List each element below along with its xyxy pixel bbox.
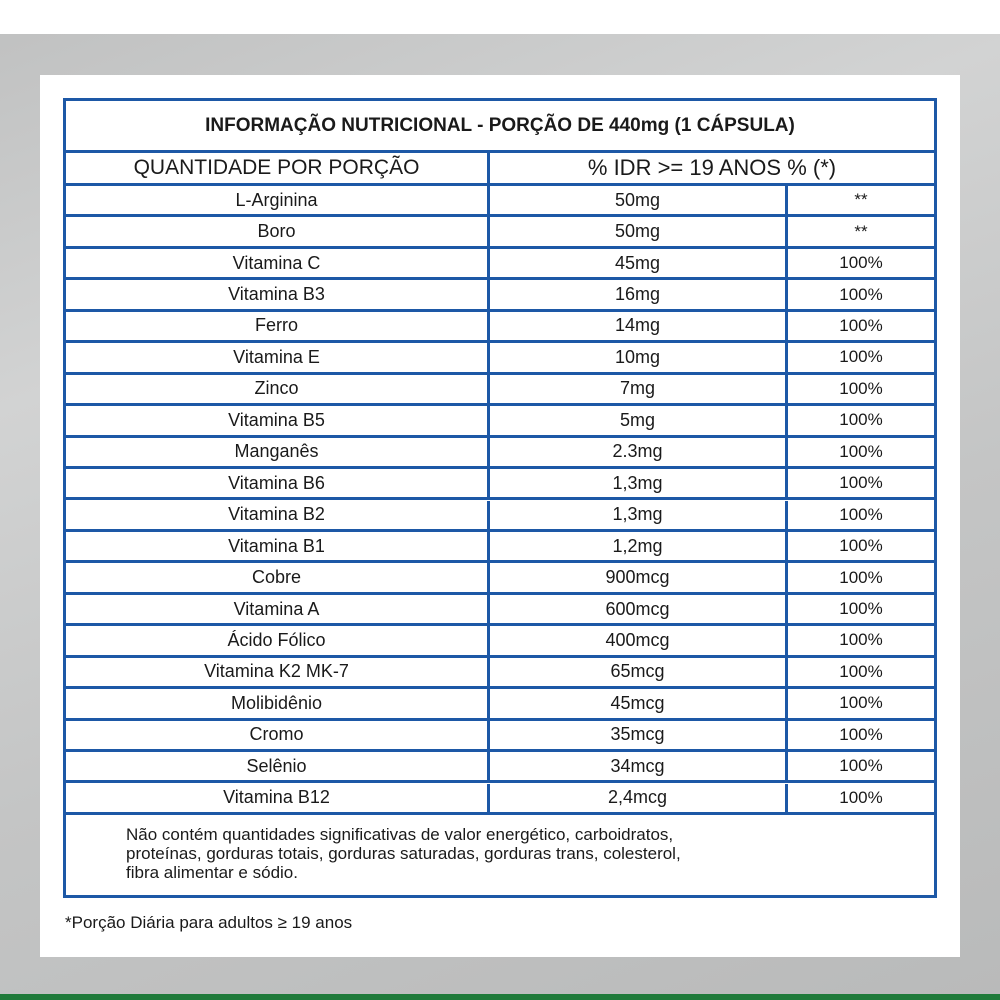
nutrient-name: Ácido Fólico (66, 626, 490, 654)
table-row (66, 563, 934, 594)
top-white-band (0, 0, 1000, 34)
table-row (66, 280, 934, 311)
nutrient-name: Vitamina B6 (66, 469, 490, 497)
table-row (66, 689, 934, 720)
nutrient-idr: 100% (839, 661, 883, 681)
nutrient-idr: 100% (839, 315, 883, 335)
table-row (66, 501, 934, 532)
table-row (66, 186, 934, 217)
nutrient-idr: 100% (839, 253, 883, 273)
table-row (66, 595, 934, 626)
nutrient-idr: 100% (839, 599, 883, 619)
nutrient-idr: 100% (839, 347, 883, 367)
nutrient-idr: 100% (839, 504, 883, 524)
nutrient-amount: 50mg (490, 217, 788, 245)
nutrient-name: Ferro (66, 312, 490, 340)
nutrient-amount: 10mg (490, 343, 788, 371)
nutrient-amount: 600mcg (490, 595, 788, 623)
nutrient-name: Vitamina E (66, 343, 490, 371)
table-row (66, 532, 934, 563)
table-row (66, 217, 934, 248)
table-row (66, 752, 934, 783)
table-row (66, 658, 934, 689)
nutrient-amount: 900mcg (490, 563, 788, 591)
nutrient-idr: ** (854, 221, 868, 241)
nutrient-amount: 16mg (490, 280, 788, 308)
nutrient-amount: 1,3mg (490, 469, 788, 497)
nutrient-idr: 100% (839, 693, 883, 713)
nutrient-idr: 100% (839, 536, 883, 556)
disclaimer-line: proteínas, gorduras totais, gorduras saturadas, gorduras trans, colesterol, (126, 844, 681, 863)
nutrient-name: Zinco (66, 375, 490, 403)
nutrient-name: Boro (66, 217, 490, 245)
nutrient-name: Vitamina K2 MK-7 (66, 658, 490, 686)
table-row (66, 469, 934, 500)
nutrition-table (63, 98, 937, 898)
nutrient-amount: 45mcg (490, 689, 788, 717)
nutrient-amount: 65mcg (490, 658, 788, 686)
disclaimer-line: Não contém quantidades significativas de valor energético, carboidratos, (126, 825, 674, 844)
nutrient-name: Vitamina B3 (66, 280, 490, 308)
table-row (66, 721, 934, 752)
nutrient-amount: 1,2mg (490, 532, 788, 560)
nutrient-amount: 2,4mcg (490, 784, 788, 812)
nutrient-amount: 50mg (490, 186, 788, 214)
table-row (66, 626, 934, 657)
table-row (66, 784, 934, 815)
header-quantity: QUANTIDADE POR PORÇÃO (66, 153, 490, 183)
table-row (66, 343, 934, 374)
nutrition-label-card (40, 75, 960, 957)
nutrient-amount: 1,3mg (490, 501, 788, 529)
nutrient-name: Vitamina C (66, 249, 490, 277)
nutrient-name: Molibidênio (66, 689, 490, 717)
nutrient-idr: 100% (839, 410, 883, 430)
nutrient-amount: 34mcg (490, 752, 788, 780)
nutrient-name: Vitamina A (66, 595, 490, 623)
nutrient-idr: 100% (839, 378, 883, 398)
nutrient-name: Manganês (66, 438, 490, 466)
table-row (66, 312, 934, 343)
nutrient-amount: 35mcg (490, 721, 788, 749)
nutrient-amount: 45mg (490, 249, 788, 277)
table-row (66, 438, 934, 469)
nutrient-idr: 100% (839, 284, 883, 304)
nutrient-name: Selênio (66, 752, 490, 780)
nutrient-amount: 2.3mg (490, 438, 788, 466)
nutrient-idr: 100% (839, 724, 883, 744)
nutrient-idr: 100% (839, 787, 883, 807)
nutrient-name: Cobre (66, 563, 490, 591)
nutrient-name: Vitamina B5 (66, 406, 490, 434)
nutrient-name: Cromo (66, 721, 490, 749)
nutrient-amount: 400mcg (490, 626, 788, 654)
table-header-row (66, 153, 934, 186)
daily-portion-footnote: *Porção Diária para adultos ≥ 19 anos (65, 913, 353, 932)
nutrient-name: Vitamina B12 (66, 784, 490, 812)
table-row (66, 406, 934, 437)
disclaimer-line: fibra alimentar e sódio. (126, 863, 298, 882)
nutrient-idr: 100% (839, 441, 883, 461)
nutrient-name: Vitamina B1 (66, 532, 490, 560)
nutrient-idr: 100% (839, 756, 883, 776)
nutrient-name: L-Arginina (66, 186, 490, 214)
table-title: INFORMAÇÃO NUTRICIONAL - PORÇÃO DE 440mg (1 CÁPSULA) (205, 114, 795, 136)
nutrient-amount: 7mg (490, 375, 788, 403)
nutrient-idr: 100% (839, 630, 883, 650)
nutrient-name: Vitamina B2 (66, 501, 490, 529)
bottom-green-line (0, 994, 1000, 1000)
header-idr: % IDR >= 19 ANOS % (*) (587, 155, 837, 180)
nutrient-amount: 5mg (490, 406, 788, 434)
table-title-row (66, 101, 934, 153)
nutrient-idr: 100% (839, 567, 883, 587)
nutrient-idr: 100% (839, 473, 883, 493)
nutrient-idr: ** (854, 190, 868, 210)
table-row (66, 249, 934, 280)
disclaimer (66, 815, 934, 895)
table-row (66, 375, 934, 406)
nutrient-amount: 14mg (490, 312, 788, 340)
